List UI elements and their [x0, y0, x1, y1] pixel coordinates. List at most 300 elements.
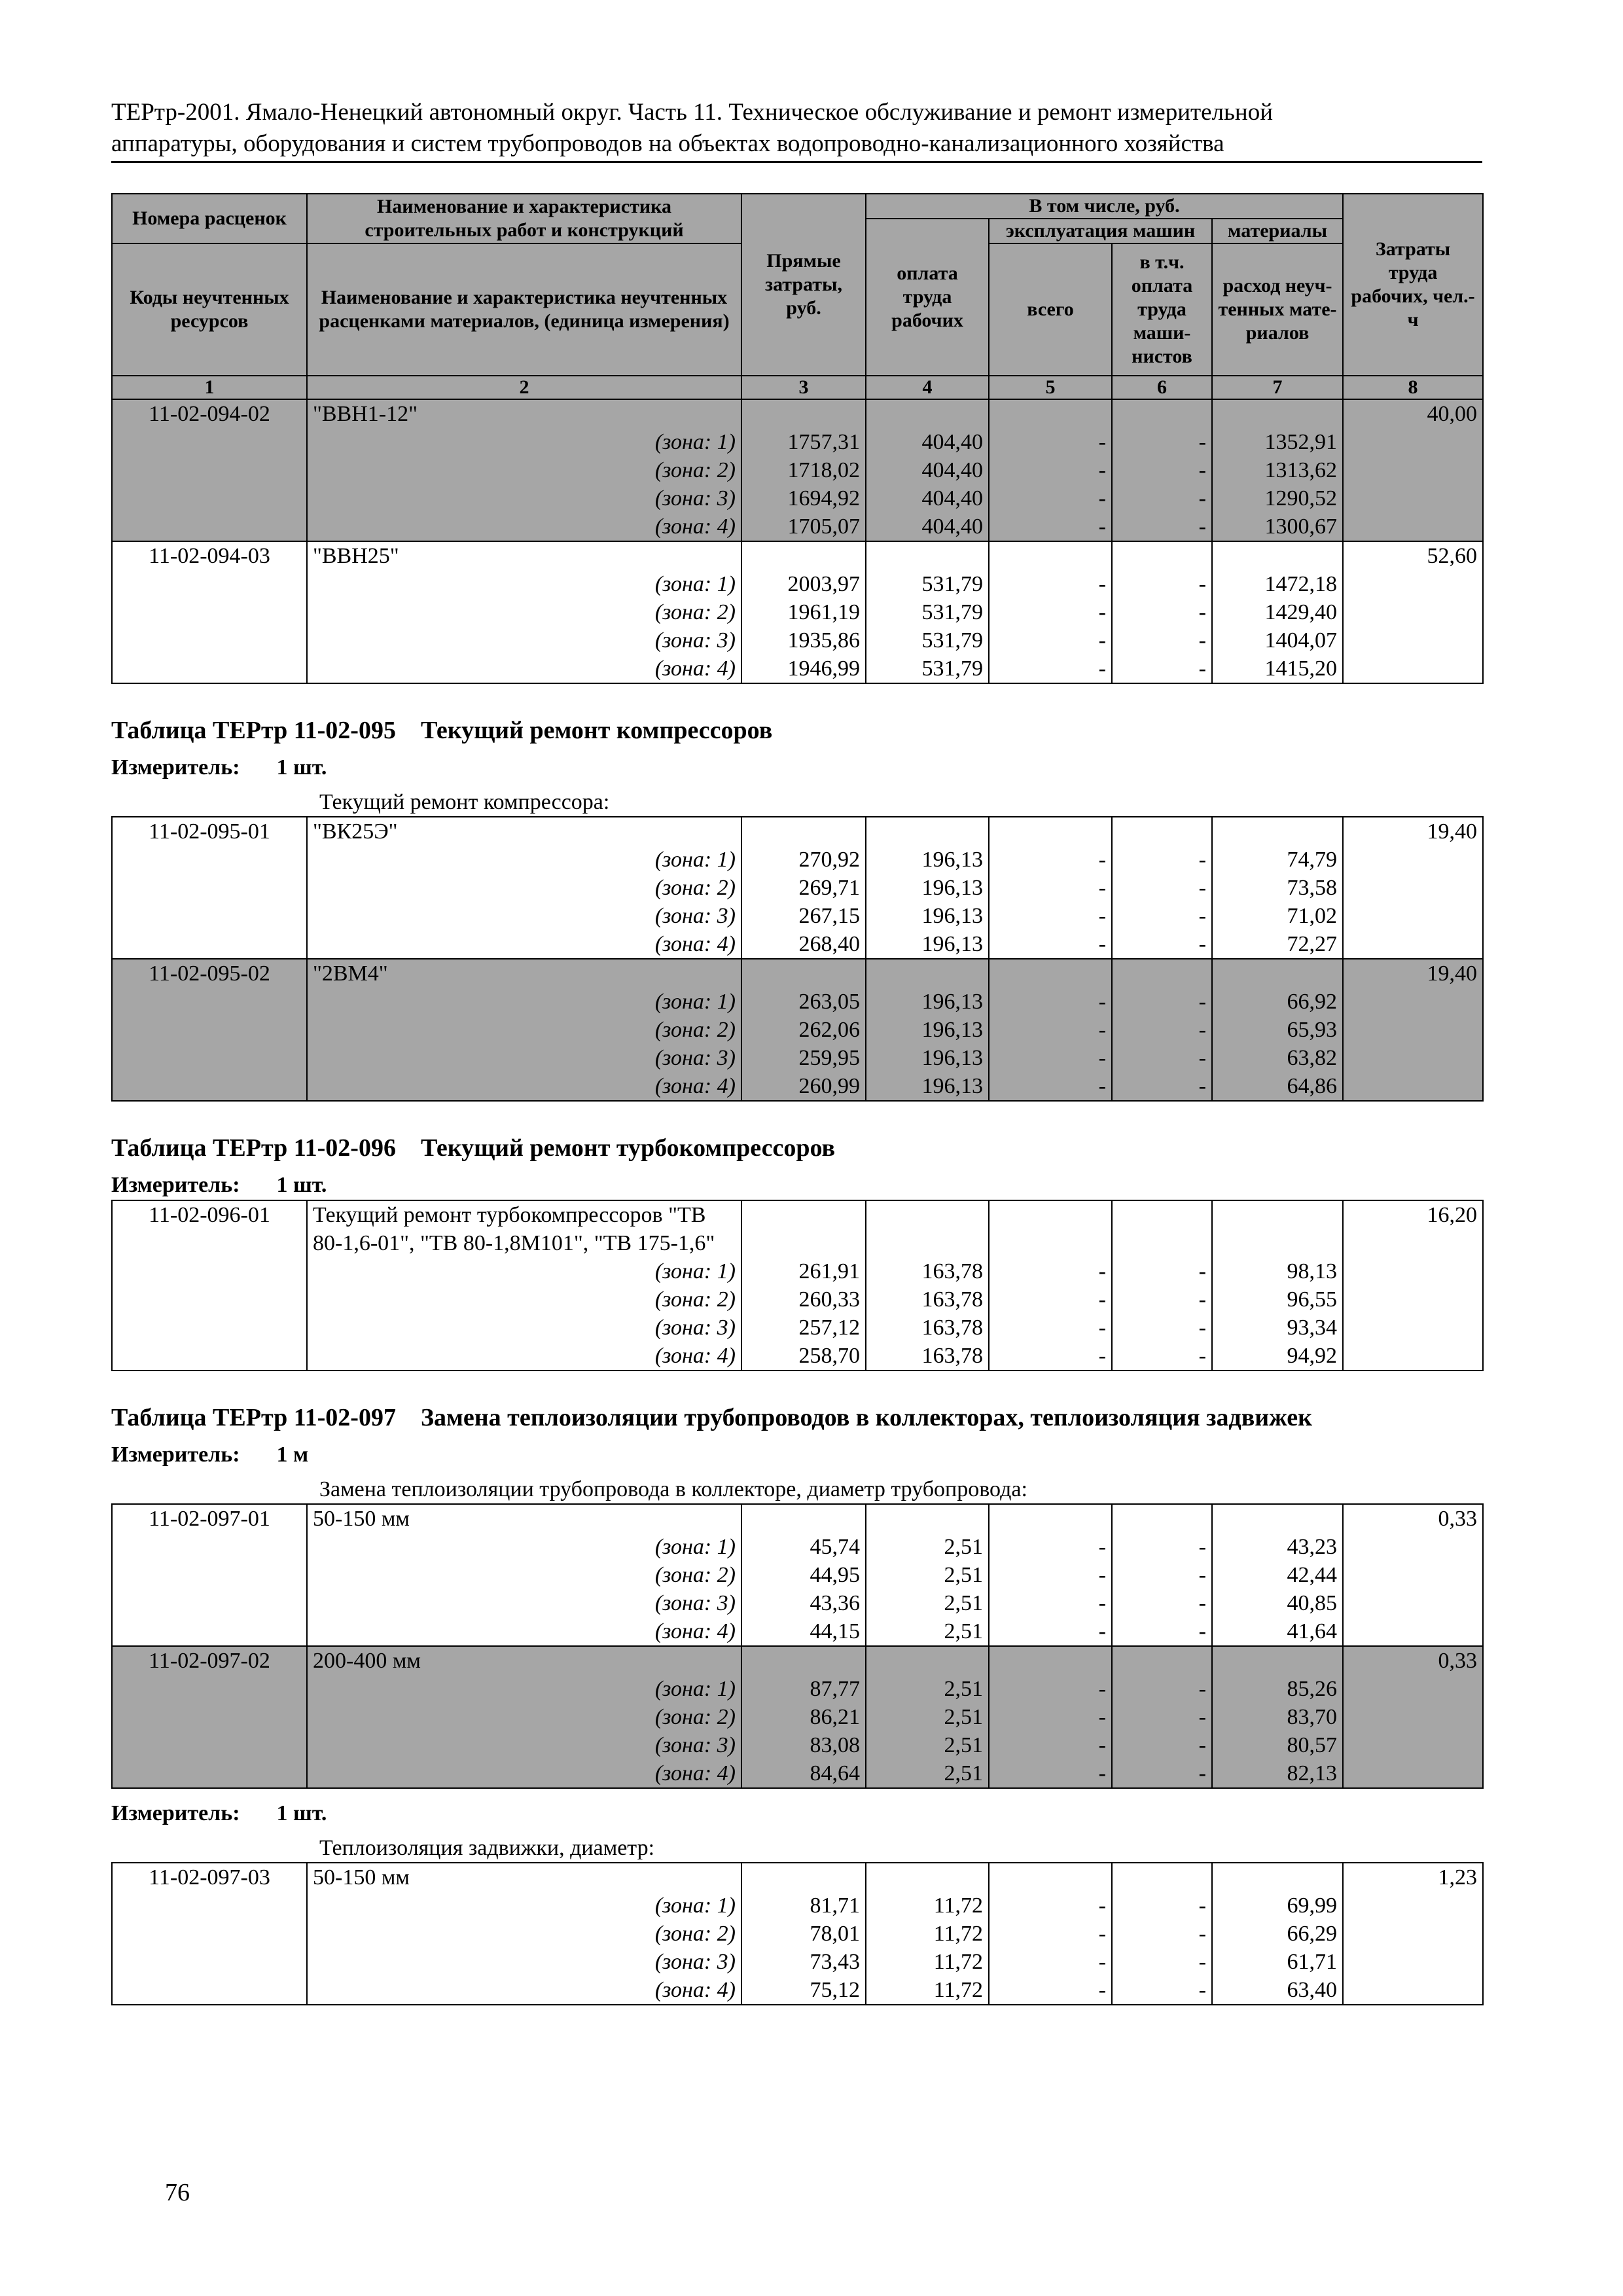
empty-cell	[741, 1646, 866, 1675]
empty-cell	[1112, 959, 1212, 988]
unaccounted-materials: 65,93	[1212, 1016, 1343, 1044]
table-097-b	[111, 1862, 1484, 2005]
col-work-name: Наименование и характеристика строительных работ и конструкций	[307, 194, 741, 243]
direct-cost: 269,71	[741, 874, 866, 902]
unaccounted-materials: 66,92	[1212, 988, 1343, 1016]
machinist-pay: -	[1112, 1675, 1212, 1703]
machinist-pay: -	[1112, 1342, 1212, 1371]
labor-pay: 11,72	[866, 1948, 989, 1976]
empty-cell	[112, 1314, 307, 1342]
unaccounted-materials: 83,70	[1212, 1703, 1343, 1731]
empty-cell	[112, 1920, 307, 1948]
machine-total: -	[989, 1703, 1112, 1731]
empty-cell	[112, 1703, 307, 1731]
direct-cost: 258,70	[741, 1342, 866, 1371]
direct-cost: 73,43	[741, 1948, 866, 1976]
rate-labor: 52,60	[1343, 541, 1483, 570]
machine-total: -	[989, 1589, 1112, 1617]
empty-cell	[1112, 1200, 1212, 1257]
empty-cell	[1343, 1342, 1483, 1371]
empty-cell	[989, 399, 1112, 428]
direct-cost: 260,99	[741, 1072, 866, 1101]
machine-total: -	[989, 988, 1112, 1016]
machinist-pay: -	[1112, 1759, 1212, 1788]
empty-cell	[1343, 456, 1483, 484]
empty-cell	[112, 1617, 307, 1646]
empty-cell	[1112, 1504, 1212, 1533]
col-unacc: расход неуч-тенных мате-риалов	[1212, 243, 1343, 376]
empty-cell	[1343, 1314, 1483, 1342]
zone-label: (зона: 2)	[307, 1285, 741, 1314]
zone-label: (зона: 3)	[307, 1731, 741, 1759]
zone-row	[112, 1948, 1483, 1976]
machine-total: -	[989, 1314, 1112, 1342]
zone-label: (зона: 3)	[307, 1948, 741, 1976]
empty-cell	[866, 817, 989, 846]
unaccounted-materials: 93,34	[1212, 1314, 1343, 1342]
zone-label: (зона: 3)	[307, 1044, 741, 1072]
direct-cost: 260,33	[741, 1285, 866, 1314]
unaccounted-materials: 66,29	[1212, 1920, 1343, 1948]
table-095-code: Таблица ТЕРтр 11-02-095	[111, 717, 396, 744]
col-number: 5	[989, 376, 1112, 399]
col-materials: материалы	[1212, 219, 1343, 243]
unaccounted-materials: 1415,20	[1212, 655, 1343, 683]
direct-cost: 45,74	[741, 1533, 866, 1561]
empty-cell	[1343, 1892, 1483, 1920]
unaccounted-materials: 1429,40	[1212, 598, 1343, 626]
col-labor-cost: Затраты труда рабочих, чел.-ч	[1343, 194, 1483, 376]
empty-cell	[112, 428, 307, 456]
zone-label: (зона: 1)	[307, 988, 741, 1016]
zone-row	[112, 902, 1483, 930]
table-095-subtitle: Текущий ремонт компрессора:	[319, 790, 610, 814]
empty-cell	[112, 570, 307, 598]
table-096-measure	[111, 1171, 1482, 1200]
unaccounted-materials: 43,23	[1212, 1533, 1343, 1561]
unaccounted-materials: 40,85	[1212, 1589, 1343, 1617]
labor-pay: 196,13	[866, 1016, 989, 1044]
unaccounted-materials: 80,57	[1212, 1731, 1343, 1759]
running-header-line2: аппаратуры, оборудования и систем трубопроводов на объектах водопроводно-канализационного хозяйства	[111, 130, 1224, 157]
machine-total: -	[989, 655, 1112, 683]
empty-cell	[112, 930, 307, 959]
empty-cell	[741, 1200, 866, 1257]
machine-total: -	[989, 456, 1112, 484]
labor-pay: 11,72	[866, 1976, 989, 2005]
col-labor-pay: оплата труда рабочих	[866, 219, 989, 376]
unaccounted-materials: 69,99	[1212, 1892, 1343, 1920]
machinist-pay: -	[1112, 1892, 1212, 1920]
table-097-subtitle: Замена теплоизоляции трубопровода в коллекторе, диаметр трубопровода:	[319, 1477, 1027, 1501]
empty-cell	[989, 1200, 1112, 1257]
machine-total: -	[989, 428, 1112, 456]
zone-row	[112, 1759, 1483, 1788]
zone-row	[112, 1892, 1483, 1920]
empty-cell	[989, 541, 1112, 570]
unaccounted-materials: 1313,62	[1212, 456, 1343, 484]
measure-label: Измеритель:	[111, 1801, 240, 1825]
unaccounted-materials: 41,64	[1212, 1617, 1343, 1646]
measure-value: 1 м	[276, 1443, 309, 1467]
unaccounted-materials: 94,92	[1212, 1342, 1343, 1371]
empty-cell	[1343, 1731, 1483, 1759]
zone-row	[112, 1285, 1483, 1314]
direct-cost: 263,05	[741, 988, 866, 1016]
zone-row	[112, 655, 1483, 683]
zone-label: (зона: 3)	[307, 1589, 741, 1617]
main-rates-table	[111, 193, 1484, 684]
machine-total: -	[989, 1533, 1112, 1561]
labor-pay: 2,51	[866, 1533, 989, 1561]
empty-cell	[112, 1016, 307, 1044]
zone-label: (зона: 4)	[307, 1759, 741, 1788]
table-097-measure-2	[111, 1799, 1482, 1828]
labor-pay: 163,78	[866, 1342, 989, 1371]
zone-label: (зона: 4)	[307, 512, 741, 541]
machinist-pay: -	[1112, 1920, 1212, 1948]
direct-cost: 1705,07	[741, 512, 866, 541]
machine-total: -	[989, 1976, 1112, 2005]
empty-cell	[741, 959, 866, 988]
labor-pay: 2,51	[866, 1561, 989, 1589]
zone-row	[112, 1589, 1483, 1617]
rate-labor: 1,23	[1343, 1863, 1483, 1892]
machinist-pay: -	[1112, 598, 1212, 626]
zone-label: (зона: 1)	[307, 1533, 741, 1561]
labor-pay: 531,79	[866, 655, 989, 683]
rate-row	[112, 1200, 1483, 1257]
running-header	[111, 97, 1482, 163]
empty-cell	[112, 1731, 307, 1759]
zone-label: (зона: 3)	[307, 484, 741, 512]
unaccounted-materials: 64,86	[1212, 1072, 1343, 1101]
table-096	[111, 1200, 1484, 1371]
rate-name: "ВВН25"	[307, 541, 741, 570]
empty-cell	[1212, 1863, 1343, 1892]
unaccounted-materials: 63,82	[1212, 1044, 1343, 1072]
labor-pay: 531,79	[866, 598, 989, 626]
direct-cost: 83,08	[741, 1731, 866, 1759]
empty-cell	[989, 1504, 1112, 1533]
direct-cost: 78,01	[741, 1920, 866, 1948]
empty-cell	[1343, 655, 1483, 683]
measure-label: Измеритель:	[111, 1443, 240, 1467]
machine-total: -	[989, 1731, 1112, 1759]
machinist-pay: -	[1112, 1257, 1212, 1285]
unaccounted-materials: 98,13	[1212, 1257, 1343, 1285]
direct-cost: 87,77	[741, 1675, 866, 1703]
empty-cell	[112, 484, 307, 512]
table-097-name: Замена теплоизоляции трубопроводов в коллекторах, теплоизоляция задвижек	[420, 1404, 1312, 1431]
zone-label: (зона: 2)	[307, 456, 741, 484]
empty-cell	[1343, 1016, 1483, 1044]
empty-cell	[866, 1200, 989, 1257]
zone-row	[112, 930, 1483, 959]
unaccounted-materials: 63,40	[1212, 1976, 1343, 2005]
col-number: 6	[1112, 376, 1212, 399]
zone-label: (зона: 2)	[307, 1016, 741, 1044]
zone-row	[112, 1257, 1483, 1285]
unaccounted-materials: 73,58	[1212, 874, 1343, 902]
empty-cell	[112, 1589, 307, 1617]
unaccounted-materials: 1300,67	[1212, 512, 1343, 541]
zone-label: (зона: 1)	[307, 570, 741, 598]
rate-code: 11-02-096-01	[112, 1200, 307, 1257]
machinist-pay: -	[1112, 428, 1212, 456]
unaccounted-materials: 74,79	[1212, 846, 1343, 874]
empty-cell	[112, 1948, 307, 1976]
labor-pay: 196,13	[866, 1072, 989, 1101]
direct-cost: 1961,19	[741, 598, 866, 626]
machine-total: -	[989, 570, 1112, 598]
labor-pay: 163,78	[866, 1285, 989, 1314]
running-header-line1: ТЕРтр-2001. Ямало-Ненецкий автономный округ. Часть 11. Техническое обслуживание и ремонт измерительной	[111, 99, 1274, 126]
empty-cell	[112, 1342, 307, 1371]
zone-row	[112, 428, 1483, 456]
zone-row	[112, 1561, 1483, 1589]
machinist-pay: -	[1112, 1731, 1212, 1759]
zone-row	[112, 1314, 1483, 1342]
table-095-measure	[111, 753, 1482, 782]
labor-pay: 163,78	[866, 1314, 989, 1342]
empty-cell	[112, 1533, 307, 1561]
direct-cost: 75,12	[741, 1976, 866, 2005]
table-097-code: Таблица ТЕРтр 11-02-097	[111, 1404, 396, 1431]
labor-pay: 404,40	[866, 484, 989, 512]
rate-labor: 19,40	[1343, 959, 1483, 988]
zone-label: (зона: 4)	[307, 1342, 741, 1371]
rate-row	[112, 817, 1483, 846]
empty-cell	[1343, 1703, 1483, 1731]
rate-row	[112, 541, 1483, 570]
zone-row	[112, 1016, 1483, 1044]
table-097-title	[111, 1401, 1482, 1434]
machinist-pay: -	[1112, 846, 1212, 874]
empty-cell	[741, 1863, 866, 1892]
empty-cell	[1212, 959, 1343, 988]
unaccounted-materials: 42,44	[1212, 1561, 1343, 1589]
machine-total: -	[989, 1342, 1112, 1371]
zone-label: (зона: 2)	[307, 1703, 741, 1731]
empty-cell	[1343, 988, 1483, 1016]
zone-label: (зона: 2)	[307, 874, 741, 902]
empty-cell	[1343, 598, 1483, 626]
empty-cell	[1112, 1863, 1212, 1892]
empty-cell	[1343, 930, 1483, 959]
zone-row	[112, 598, 1483, 626]
machinist-pay: -	[1112, 512, 1212, 541]
empty-cell	[741, 399, 866, 428]
zone-row	[112, 626, 1483, 655]
machine-total: -	[989, 1759, 1112, 1788]
empty-cell	[1212, 1504, 1343, 1533]
zone-row	[112, 512, 1483, 541]
machine-total: -	[989, 598, 1112, 626]
machine-total: -	[989, 1948, 1112, 1976]
empty-cell	[1343, 846, 1483, 874]
machine-total: -	[989, 1892, 1112, 1920]
labor-pay: 163,78	[866, 1257, 989, 1285]
measure-label: Измеритель:	[111, 755, 240, 780]
empty-cell	[112, 598, 307, 626]
machine-total: -	[989, 1617, 1112, 1646]
empty-cell	[1343, 902, 1483, 930]
empty-cell	[1343, 1285, 1483, 1314]
empty-cell	[989, 1863, 1112, 1892]
machinist-pay: -	[1112, 1561, 1212, 1589]
machinist-pay: -	[1112, 930, 1212, 959]
empty-cell	[112, 1759, 307, 1788]
labor-pay: 196,13	[866, 874, 989, 902]
machinist-pay: -	[1112, 626, 1212, 655]
empty-cell	[1343, 512, 1483, 541]
labor-pay: 2,51	[866, 1589, 989, 1617]
machinist-pay: -	[1112, 1617, 1212, 1646]
col-mat-name: Наименование и характеристика неучтенных расценками материалов, (единица измерения)	[307, 243, 741, 376]
direct-cost: 267,15	[741, 902, 866, 930]
rate-name: "ВВН1-12"	[307, 399, 741, 428]
empty-cell	[989, 959, 1112, 988]
direct-cost: 268,40	[741, 930, 866, 959]
empty-cell	[112, 1675, 307, 1703]
machinist-pay: -	[1112, 1533, 1212, 1561]
zone-row	[112, 1072, 1483, 1101]
labor-pay: 2,51	[866, 1675, 989, 1703]
zone-label: (зона: 4)	[307, 930, 741, 959]
zone-label: (зона: 4)	[307, 1072, 741, 1101]
machinist-pay: -	[1112, 1976, 1212, 2005]
direct-cost: 43,36	[741, 1589, 866, 1617]
measure-value: 1 шт.	[276, 755, 327, 780]
rate-code: 11-02-095-02	[112, 959, 307, 988]
machine-total: -	[989, 1044, 1112, 1072]
zone-row	[112, 570, 1483, 598]
empty-cell	[112, 456, 307, 484]
machine-total: -	[989, 1285, 1112, 1314]
empty-cell	[741, 817, 866, 846]
empty-cell	[1343, 1589, 1483, 1617]
machinist-pay: -	[1112, 902, 1212, 930]
empty-cell	[866, 1863, 989, 1892]
rate-code: 11-02-097-02	[112, 1646, 307, 1675]
direct-cost: 86,21	[741, 1703, 866, 1731]
labor-pay: 196,13	[866, 902, 989, 930]
unaccounted-materials: 61,71	[1212, 1948, 1343, 1976]
empty-cell	[989, 1646, 1112, 1675]
empty-cell	[112, 626, 307, 655]
unaccounted-materials: 1404,07	[1212, 626, 1343, 655]
document-page	[111, 97, 1482, 2005]
machinist-pay: -	[1112, 874, 1212, 902]
machinist-pay: -	[1112, 1285, 1212, 1314]
table-095	[111, 816, 1484, 1102]
labor-pay: 2,51	[866, 1617, 989, 1646]
empty-cell	[1343, 874, 1483, 902]
rate-labor: 0,33	[1343, 1646, 1483, 1675]
empty-cell	[1112, 817, 1212, 846]
unaccounted-materials: 96,55	[1212, 1285, 1343, 1314]
unaccounted-materials: 85,26	[1212, 1675, 1343, 1703]
direct-cost: 257,12	[741, 1314, 866, 1342]
zone-label: (зона: 1)	[307, 1892, 741, 1920]
direct-cost: 261,91	[741, 1257, 866, 1285]
empty-cell	[112, 988, 307, 1016]
col-incl-pay: в т.ч. оплата труда маши-нистов	[1112, 243, 1212, 376]
machine-total: -	[989, 1920, 1112, 1948]
zone-label: (зона: 2)	[307, 1561, 741, 1589]
direct-cost: 1694,92	[741, 484, 866, 512]
empty-cell	[866, 959, 989, 988]
empty-cell	[1112, 399, 1212, 428]
zone-row	[112, 1617, 1483, 1646]
machine-total: -	[989, 484, 1112, 512]
direct-cost: 1757,31	[741, 428, 866, 456]
rate-code: 11-02-097-03	[112, 1863, 307, 1892]
machine-total: -	[989, 1072, 1112, 1101]
empty-cell	[741, 541, 866, 570]
machinist-pay: -	[1112, 1072, 1212, 1101]
direct-cost: 2003,97	[741, 570, 866, 598]
measure-value: 1 шт.	[276, 1173, 327, 1197]
rate-code: 11-02-094-02	[112, 399, 307, 428]
unaccounted-materials: 82,13	[1212, 1759, 1343, 1788]
labor-pay: 531,79	[866, 570, 989, 598]
labor-pay: 2,51	[866, 1703, 989, 1731]
machine-total: -	[989, 902, 1112, 930]
col-total: всего	[989, 243, 1112, 376]
zone-row	[112, 1731, 1483, 1759]
table-097-measure	[111, 1441, 1482, 1469]
machine-total: -	[989, 512, 1112, 541]
zone-row	[112, 874, 1483, 902]
empty-cell	[112, 1072, 307, 1101]
empty-cell	[866, 399, 989, 428]
machine-total: -	[989, 626, 1112, 655]
machine-total: -	[989, 846, 1112, 874]
zone-row	[112, 1703, 1483, 1731]
col-res-codes: Коды неучтенных ресурсов	[112, 243, 307, 376]
zone-label: (зона: 3)	[307, 1314, 741, 1342]
machinist-pay: -	[1112, 1703, 1212, 1731]
empty-cell	[1343, 1561, 1483, 1589]
empty-cell	[1343, 626, 1483, 655]
machine-total: -	[989, 930, 1112, 959]
table-096-code: Таблица ТЕРтр 11-02-096	[111, 1134, 396, 1162]
measure-label: Измеритель:	[111, 1173, 240, 1197]
zone-row	[112, 1976, 1483, 2005]
rate-labor: 0,33	[1343, 1504, 1483, 1533]
empty-cell	[866, 1646, 989, 1675]
empty-cell	[1343, 1257, 1483, 1285]
labor-pay: 196,13	[866, 988, 989, 1016]
col-number: 4	[866, 376, 989, 399]
table-096-title	[111, 1132, 1482, 1164]
direct-cost: 44,95	[741, 1561, 866, 1589]
zone-label: (зона: 4)	[307, 1976, 741, 2005]
machine-total: -	[989, 1675, 1112, 1703]
empty-cell	[1212, 1200, 1343, 1257]
labor-pay: 404,40	[866, 456, 989, 484]
col-number: 8	[1343, 376, 1483, 399]
zone-row	[112, 846, 1483, 874]
col-number: 1	[112, 376, 307, 399]
empty-cell	[112, 1892, 307, 1920]
empty-cell	[1343, 1072, 1483, 1101]
zone-label: (зона: 4)	[307, 1617, 741, 1646]
labor-pay: 2,51	[866, 1759, 989, 1788]
rate-row	[112, 399, 1483, 428]
